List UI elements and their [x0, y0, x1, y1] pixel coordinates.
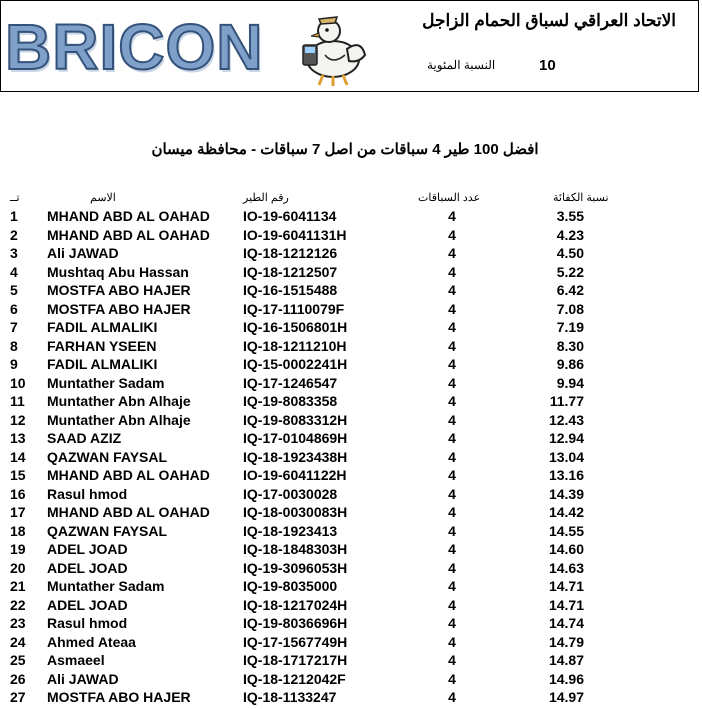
row-name: Ali JAWAD — [47, 245, 119, 261]
row-efficiency: 7.08 — [556, 300, 584, 317]
row-seq: 6 — [10, 300, 18, 317]
row-ring: IQ-17-1246547 — [243, 374, 338, 391]
row-ring: IQ-18-0030083H — [243, 504, 348, 520]
row-efficiency: 4.23 — [556, 226, 584, 243]
row-seq: 15 — [10, 467, 26, 483]
row-ring: IQ-18-1133247 — [243, 689, 337, 705]
column-header-efficiency: نسبة الكفائة — [553, 192, 609, 204]
percentage-value: 10 — [539, 57, 556, 74]
row-name: Muntather Abn Alhaje — [47, 411, 191, 428]
row-name: QAZWAN FAYSAL — [47, 448, 168, 465]
row-seq: 2 — [10, 226, 18, 243]
row-ring: IQ-19-8083312H — [243, 411, 348, 428]
logo-wordmark: BRICON — [5, 11, 264, 83]
row-races: 4 — [448, 356, 456, 372]
table-row — [0, 522, 702, 541]
row-seq: 9 — [10, 356, 18, 372]
table-row — [0, 688, 702, 707]
table-row — [0, 318, 702, 337]
row-name: MHAND ABD AL OAHAD — [47, 226, 210, 243]
row-ring: IQ-19-8035000 — [243, 578, 338, 594]
table-row — [0, 374, 702, 393]
table-row — [0, 633, 702, 652]
row-name: ADEL JOAD — [47, 541, 128, 557]
table-row — [0, 411, 702, 430]
row-races: 4 — [448, 208, 456, 224]
row-seq: 10 — [10, 374, 26, 391]
row-seq: 14 — [10, 448, 26, 465]
table-row — [0, 337, 702, 356]
percentage-label: النسبة المئوية — [427, 58, 496, 72]
row-name: MOSTFA ABO HAJER — [47, 300, 191, 317]
row-name: Ahmed Ateaa — [47, 633, 136, 650]
row-efficiency: 5.22 — [556, 263, 584, 280]
row-seq: 17 — [10, 504, 26, 520]
table-row — [0, 226, 702, 245]
row-ring: IQ-18-1212507 — [243, 263, 338, 280]
row-efficiency: 6.42 — [556, 282, 584, 298]
table-row — [0, 596, 702, 615]
row-efficiency: 4.50 — [556, 245, 584, 261]
row-ring: IQ-18-1848303H — [243, 541, 348, 557]
row-ring: IQ-15-0002241H — [243, 356, 348, 372]
row-ring: IQ-16-1506801H — [243, 319, 348, 335]
table-row — [0, 577, 702, 596]
row-ring: IQ-19-8036696H — [243, 615, 348, 631]
row-races: 4 — [448, 633, 456, 650]
row-races: 4 — [448, 559, 456, 576]
row-name: ADEL JOAD — [47, 559, 128, 576]
row-efficiency: 14.60 — [548, 541, 584, 557]
row-efficiency: 14.71 — [548, 596, 584, 613]
row-ring: IQ-18-1717217H — [243, 652, 348, 668]
table-row — [0, 540, 702, 559]
table-row — [0, 207, 702, 226]
row-efficiency: 13.16 — [548, 467, 584, 483]
row-seq: 20 — [10, 559, 26, 576]
table-row — [0, 651, 702, 670]
row-races: 4 — [448, 319, 456, 335]
row-ring: IQ-19-8083358 — [243, 393, 338, 409]
row-seq: 13 — [10, 430, 26, 446]
row-seq: 26 — [10, 670, 26, 687]
row-name: Muntather Sadam — [47, 374, 165, 391]
row-ring: IQ-16-1515488 — [243, 282, 338, 298]
row-efficiency: 3.55 — [556, 208, 584, 224]
row-ring: IO-19-6041131H — [243, 226, 347, 243]
row-name: FADIL ALMALIKI — [47, 319, 158, 335]
row-races: 4 — [448, 578, 456, 594]
row-seq: 7 — [10, 319, 18, 335]
row-races: 4 — [448, 504, 456, 520]
report-header — [0, 0, 699, 92]
table-row — [0, 466, 702, 485]
row-seq: 11 — [10, 393, 25, 409]
row-ring: IQ-18-1923438H — [243, 448, 348, 465]
row-seq: 24 — [10, 633, 26, 650]
row-efficiency: 14.71 — [548, 578, 584, 594]
row-seq: 8 — [10, 337, 18, 354]
row-races: 4 — [448, 245, 456, 261]
row-races: 4 — [448, 411, 456, 428]
organization-title: الاتحاد العراقي لسباق الحمام الزاجل — [422, 11, 676, 30]
table-row — [0, 244, 702, 263]
row-races: 4 — [448, 522, 456, 539]
row-efficiency: 8.30 — [556, 337, 584, 354]
row-efficiency: 14.79 — [548, 633, 584, 650]
row-seq: 12 — [10, 411, 26, 428]
row-name: MOSTFA ABO HAJER — [47, 689, 191, 705]
table-row — [0, 355, 702, 374]
row-seq: 3 — [10, 245, 18, 261]
row-efficiency: 13.04 — [548, 448, 584, 465]
row-races: 4 — [448, 596, 456, 613]
row-name: MHAND ABD AL OAHAD — [47, 208, 210, 224]
table-row — [0, 670, 702, 689]
row-ring: IQ-17-0030028 — [243, 485, 338, 502]
row-name: MHAND ABD AL OAHAD — [47, 504, 210, 520]
row-races: 4 — [448, 615, 456, 631]
column-header-ring: رقم الطير — [243, 192, 289, 204]
table-row — [0, 503, 702, 522]
row-efficiency: 14.63 — [548, 559, 584, 576]
row-seq: 23 — [10, 615, 26, 631]
row-ring: IO-19-6041134 — [243, 208, 337, 224]
row-seq: 16 — [10, 485, 26, 502]
row-races: 4 — [448, 226, 456, 243]
row-ring: IQ-18-1211210H — [243, 337, 347, 354]
row-name: MOSTFA ABO HAJER — [47, 282, 191, 298]
row-efficiency: 14.87 — [548, 652, 584, 668]
row-ring: IQ-18-1212042F — [243, 670, 346, 687]
row-races: 4 — [448, 337, 456, 354]
row-efficiency: 14.97 — [548, 689, 584, 705]
row-ring: IQ-18-1217024H — [243, 596, 348, 613]
row-races: 4 — [448, 282, 456, 298]
row-ring: IQ-17-1110079F — [243, 300, 345, 317]
row-seq: 22 — [10, 596, 26, 613]
pigeon-mascot-icon — [289, 9, 369, 89]
table-row — [0, 263, 702, 282]
table-row — [0, 429, 702, 448]
row-ring: IQ-18-1923413 — [243, 522, 338, 539]
row-efficiency: 12.94 — [548, 430, 584, 446]
row-races: 4 — [448, 448, 456, 465]
column-header-races: عدد السباقات — [418, 192, 481, 204]
row-races: 4 — [448, 541, 456, 557]
row-name: Rasul hmod — [47, 485, 128, 502]
column-header-name: الاسم — [90, 192, 116, 204]
table-row — [0, 281, 702, 300]
column-header-seq: تــ — [10, 192, 20, 204]
row-name: Asmaeel — [47, 652, 105, 668]
row-seq: 25 — [10, 652, 26, 668]
row-races: 4 — [448, 263, 456, 280]
row-efficiency: 11.77 — [549, 393, 584, 409]
row-ring: IQ-17-0104869H — [243, 430, 348, 446]
row-efficiency: 14.42 — [548, 504, 584, 520]
row-races: 4 — [448, 467, 456, 483]
row-seq: 21 — [10, 578, 26, 594]
row-name: ADEL JOAD — [47, 596, 128, 613]
report-subtitle: افضل 100 طير 4 سباقات من اصل 7 سباقات - محافظة ميسان — [151, 141, 539, 158]
row-efficiency: 14.74 — [548, 615, 584, 631]
row-seq: 27 — [10, 689, 26, 705]
row-name: Muntather Abn Alhaje — [47, 393, 191, 409]
row-seq: 5 — [10, 282, 18, 298]
table-row — [0, 485, 702, 504]
row-races: 4 — [448, 670, 456, 687]
bricon-logo — [5, 9, 365, 85]
row-name: MHAND ABD AL OAHAD — [47, 467, 210, 483]
row-name: SAAD AZIZ — [47, 430, 122, 446]
row-races: 4 — [448, 430, 456, 446]
row-seq: 18 — [10, 522, 26, 539]
row-ring: IQ-19-3096053H — [243, 559, 348, 576]
row-efficiency: 14.39 — [548, 485, 584, 502]
row-ring: IQ-18-1212126 — [243, 245, 338, 261]
row-efficiency: 9.86 — [556, 356, 584, 372]
row-seq: 19 — [10, 541, 26, 557]
row-efficiency: 9.94 — [556, 374, 584, 391]
row-name: Ali JAWAD — [47, 670, 119, 687]
row-races: 4 — [448, 374, 456, 391]
row-races: 4 — [448, 300, 456, 317]
row-efficiency: 14.55 — [548, 522, 584, 539]
row-ring: IO-19-6041122H — [243, 467, 347, 483]
row-seq: 4 — [10, 263, 18, 280]
row-races: 4 — [448, 485, 456, 502]
row-efficiency: 7.19 — [556, 319, 584, 335]
row-efficiency: 12.43 — [548, 411, 584, 428]
row-name: Rasul hmod — [47, 615, 128, 631]
row-name: QAZWAN FAYSAL — [47, 522, 168, 539]
table-row — [0, 559, 702, 578]
table-row — [0, 448, 702, 467]
row-efficiency: 14.96 — [548, 670, 584, 687]
row-name: Muntather Sadam — [47, 578, 165, 594]
row-seq: 1 — [10, 208, 18, 224]
row-races: 4 — [448, 393, 456, 409]
row-name: FADIL ALMALIKI — [47, 356, 158, 372]
table-row — [0, 300, 702, 319]
table-row — [0, 614, 702, 633]
row-races: 4 — [448, 689, 456, 705]
row-ring: IQ-17-1567749H — [243, 633, 348, 650]
results-table — [0, 207, 702, 707]
row-name: Mushtaq Abu Hassan — [47, 263, 189, 280]
row-name: FARHAN YSEEN — [47, 337, 157, 354]
table-row — [0, 392, 702, 411]
row-races: 4 — [448, 652, 456, 668]
